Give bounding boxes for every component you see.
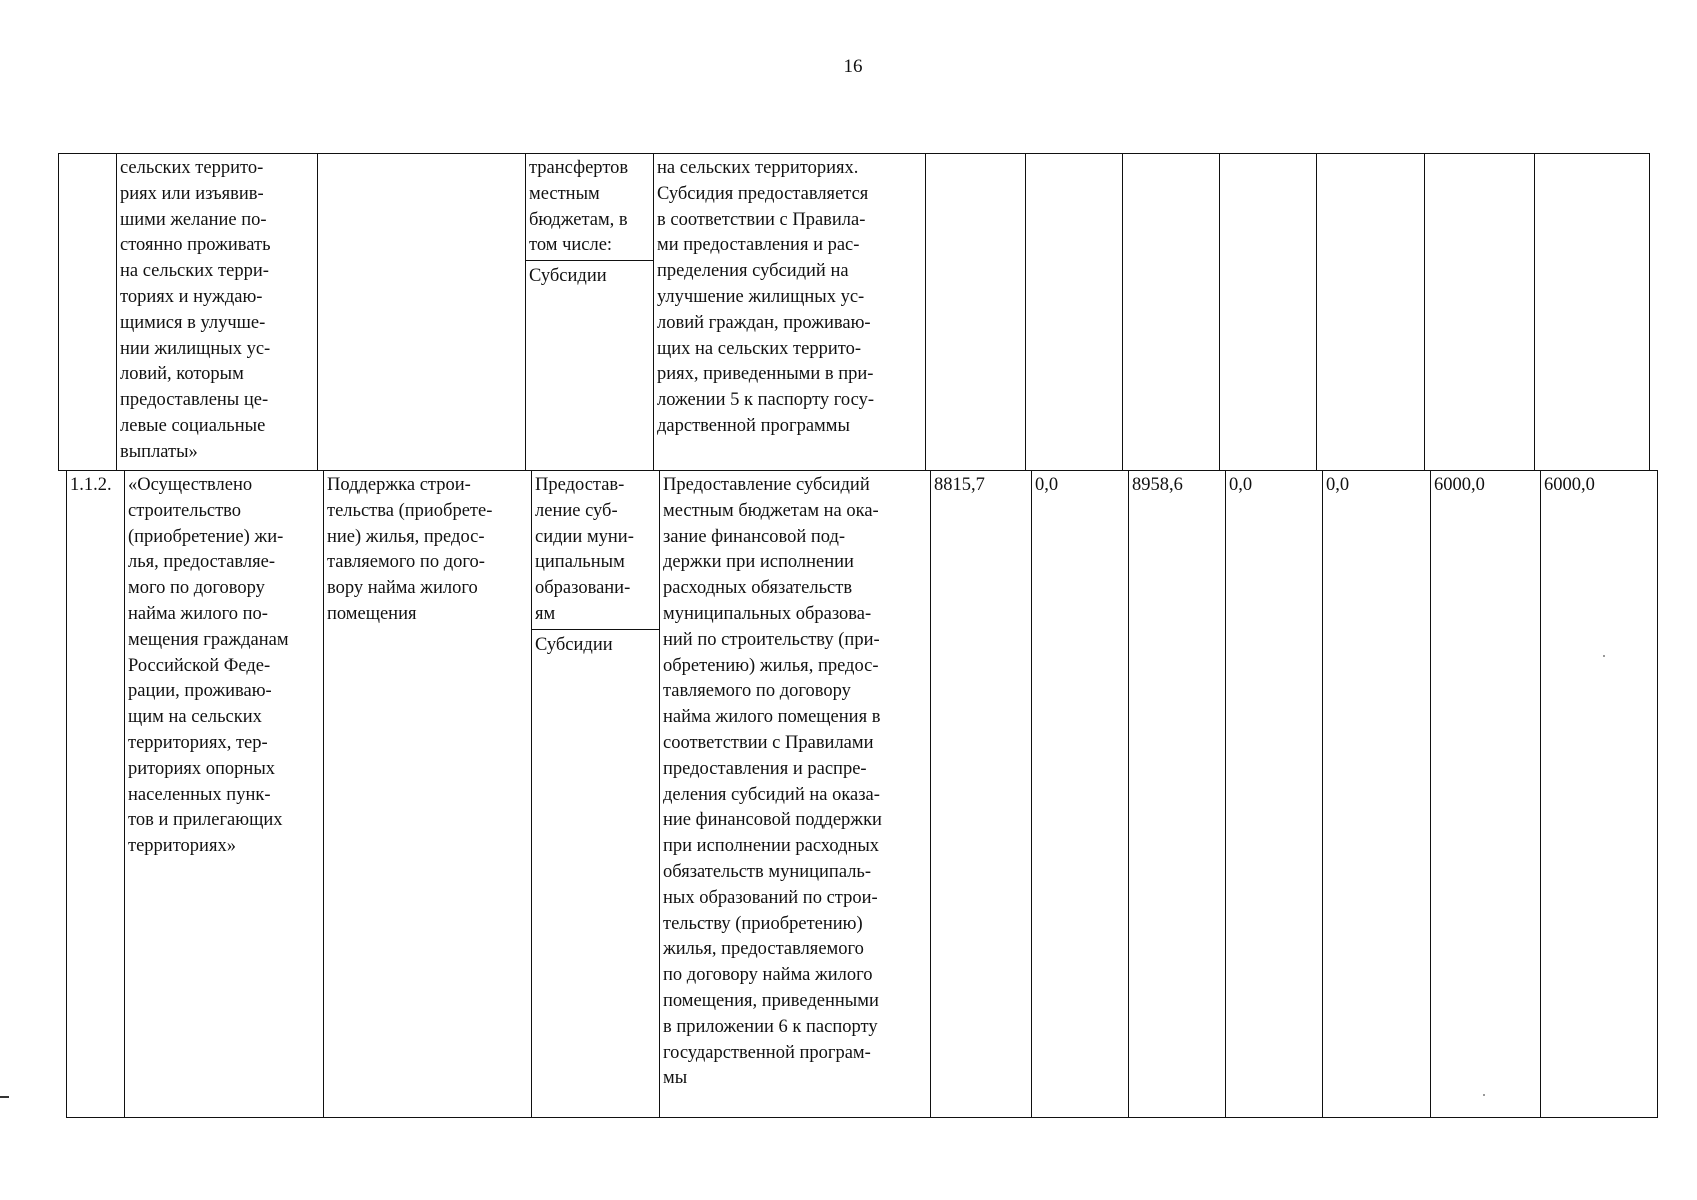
table-row <box>59 154 1650 471</box>
scan-speck <box>1603 655 1605 657</box>
cell-measure-type: Предостав- ление суб- сидии муни- ципальным образовани- ям Субсидии <box>532 471 660 1118</box>
cell-description: Предоставление субсидий местным бюджетам на ока- зание финансовой под- держки при исполнении расходных обязательств муниципальных образова- ний по строительству (при- обретению) жилья, предос- тавляемого по договору найма жилого помещения в соответствии с Правилами предоставления и распре- деления субсидий на оказа- ние финансовой поддержки при исполнении расходных обязательств муниципаль- ных образований по строи- тельству (приобретению) жилья, предоставляемого по договору найма жилого помещения, приведенными в приложении 6 к паспорту государственной програм- мы <box>660 471 931 1118</box>
scan-edge-mark <box>0 1096 9 1098</box>
cell-number: 1.1.2. <box>67 471 125 1118</box>
cell-result: сельских террито- риях или изъявив- шими желание по- стоянно проживать на сельских терри- ториях и нуждаю- щимися в улучше- нии жилищных ус- ловий, которым предоставлены це- левые социальные выплаты» <box>117 154 318 471</box>
cell-value: 6000,0 <box>1431 471 1541 1118</box>
cell-value <box>1123 154 1220 471</box>
cell-result: «Осуществлено строительство (приобретение) жи- лья, предоставляе- мого по договору найма жилого по- мещения гражданам Российской Феде- рации, проживаю- щим на сельских территориях, тер- риториях опорных населенных пунк- тов и прилегающих территориях» <box>125 471 324 1118</box>
table-row <box>67 471 1658 1118</box>
cell-value <box>926 154 1026 471</box>
cell-value: 0,0 <box>1032 471 1129 1118</box>
cell-value <box>1220 154 1317 471</box>
cell-value <box>1317 154 1425 471</box>
cell-value: 8815,7 <box>931 471 1032 1118</box>
measure-type-subsidy: Субсидии <box>526 260 653 290</box>
cell-measure: Поддержка строи- тельства (приобрете- ние) жилья, предос- тавляемого по дого- вору найма жилого помещения <box>324 471 532 1118</box>
cell-value: 0,0 <box>1323 471 1431 1118</box>
measure-type-subsidy: Субсидии <box>532 629 659 659</box>
scan-speck <box>1483 1094 1485 1096</box>
budget-table-row-112 <box>66 470 1658 1118</box>
cell-value: 6000,0 <box>1541 471 1658 1118</box>
cell-value <box>1026 154 1123 471</box>
cell-value: 0,0 <box>1226 471 1323 1118</box>
cell-value <box>1425 154 1535 471</box>
page-number: 16 <box>843 56 863 77</box>
cell-number <box>59 154 117 471</box>
budget-table-continued <box>58 153 1650 471</box>
cell-measure <box>318 154 526 471</box>
cell-measure-type: трансфертов местным бюджетам, в том числе: Субсидии <box>526 154 654 471</box>
cell-value <box>1535 154 1650 471</box>
cell-value: 8958,6 <box>1129 471 1226 1118</box>
cell-description: на сельских территориях. Субсидия предоставляется в соответствии с Правила- ми предоставления и рас- пределения субсидий на улучшение жилищных ус- ловий граждан, проживаю- щих на сельских террито- риях, приведенными в при- ложении 5 к паспорту госу- дарственной программы <box>654 154 926 471</box>
